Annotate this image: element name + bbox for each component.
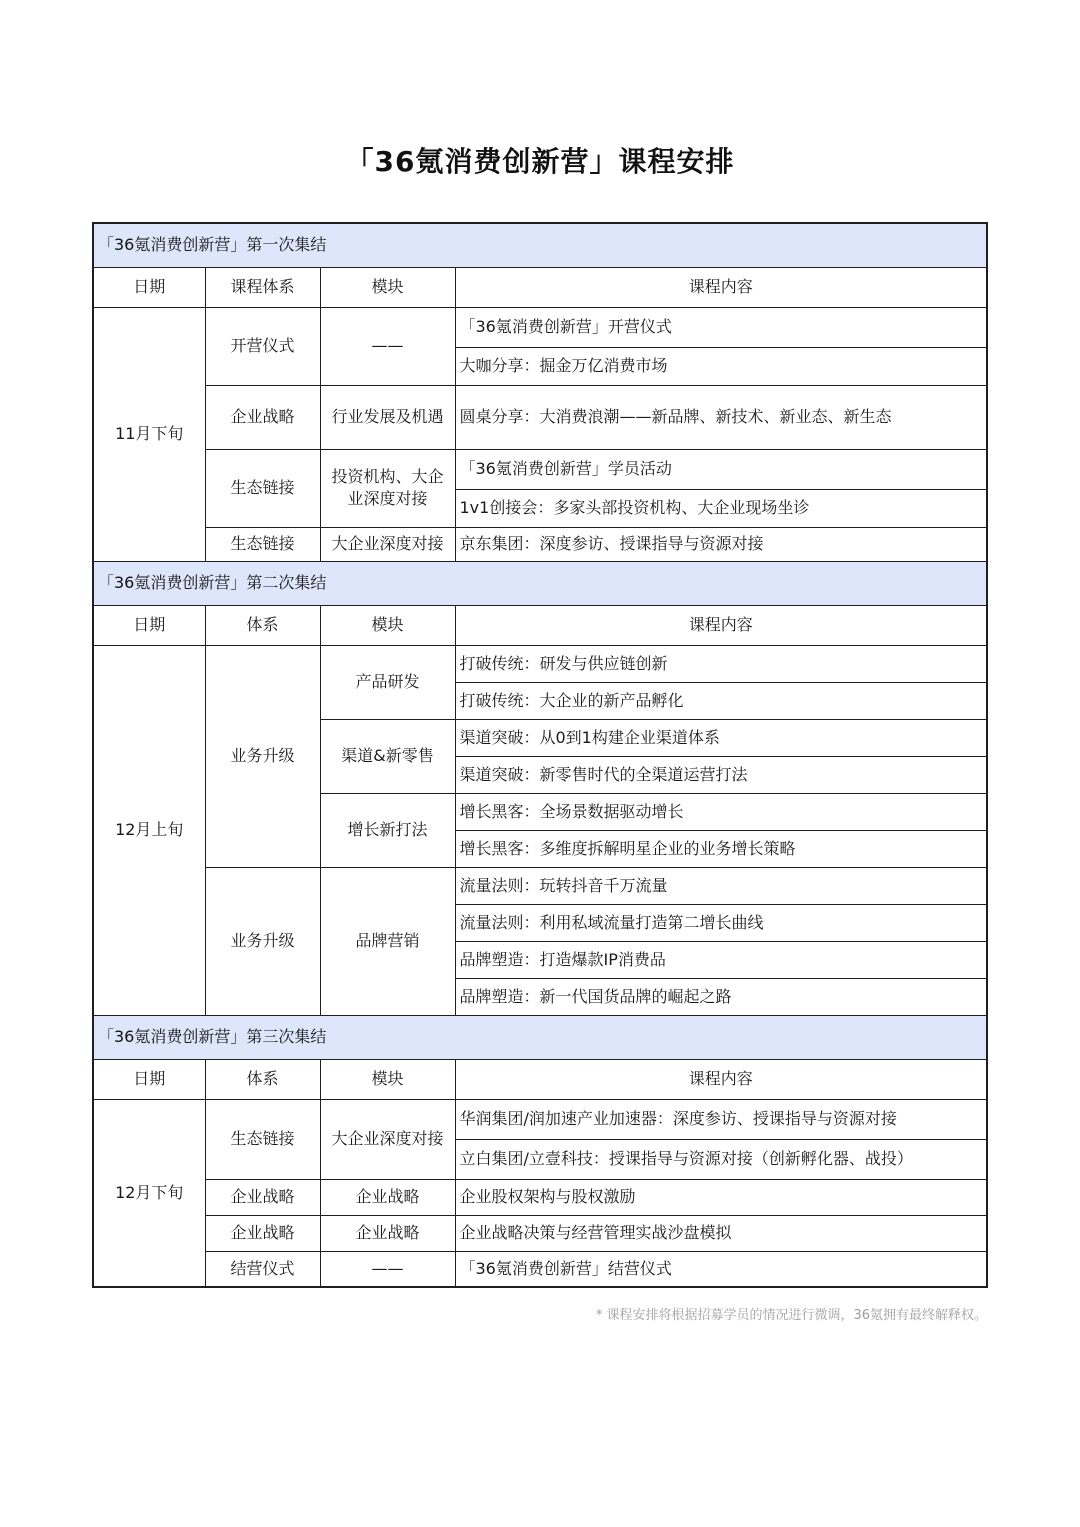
system-cell: 生态链接 [205,1099,320,1179]
column-header-content: 课程内容 [455,605,987,645]
section-band-row [93,1015,987,1059]
date-cell: 11月下旬 [93,307,205,561]
table-row [93,449,987,489]
module-cell: 品牌营销 [320,867,455,1015]
content-cell: 1v1创接会：多家头部投资机构、大企业现场坐诊 [455,489,987,527]
system-cell: 企业战略 [205,1179,320,1215]
content-cell: 「36氪消费创新营」开营仪式 [455,307,987,347]
content-cell: 华润集团/润加速产业加速器：深度参访、授课指导与资源对接 [455,1099,987,1139]
content-cell: 大咖分享：掘金万亿消费市场 [455,347,987,385]
column-header-module: 模块 [320,605,455,645]
column-header-date: 日期 [93,605,205,645]
module-cell: 企业战略 [320,1215,455,1251]
table-row [93,385,987,449]
content-cell: 立白集团/立壹科技：授课指导与资源对接（创新孵化器、战投） [455,1139,987,1179]
system-cell: 生态链接 [205,449,320,527]
column-header-date: 日期 [93,1059,205,1099]
system-cell: 业务升级 [205,645,320,867]
column-header-content: 课程内容 [455,267,987,307]
module-cell: 投资机构、大企业深度对接 [320,449,455,527]
content-cell: 京东集团：深度参访、授课指导与资源对接 [455,527,987,561]
table-row [93,1179,987,1215]
content-cell: 「36氪消费创新营」结营仪式 [455,1251,987,1287]
header-row [93,605,987,645]
content-cell: 打破传统：研发与供应链创新 [455,645,987,682]
section-band-label: 「36氪消费创新营」第一次集结 [93,223,987,267]
table-row [93,1251,987,1287]
disclaimer-footnote: * 课程安排将根据招募学员的情况进行微调，36氪拥有最终解释权。 [595,1308,987,1323]
column-header-system: 体系 [205,605,320,645]
module-cell: 渠道&新零售 [320,719,455,793]
module-cell: 大企业深度对接 [320,527,455,561]
date-cell: 12月上旬 [93,645,205,1015]
table-row [93,867,987,904]
content-cell: 渠道突破：从0到1构建企业渠道体系 [455,719,987,756]
system-cell: 企业战略 [205,1215,320,1251]
page-title: 「36氪消费创新营」课程安排 [345,145,735,178]
content-cell: 增长黑客：多维度拆解明星企业的业务增长策略 [455,830,987,867]
module-cell: 大企业深度对接 [320,1099,455,1179]
system-cell: 结营仪式 [205,1251,320,1287]
course-schedule-table [92,222,988,1288]
table-row [93,527,987,561]
content-cell: 流量法则：玩转抖音千万流量 [455,867,987,904]
module-cell: —— [320,1251,455,1287]
content-cell: 增长黑客：全场景数据驱动增长 [455,793,987,830]
section-band-label: 「36氪消费创新营」第三次集结 [93,1015,987,1059]
content-cell: 渠道突破：新零售时代的全渠道运营打法 [455,756,987,793]
column-header-system: 课程体系 [205,267,320,307]
system-cell: 开营仪式 [205,307,320,385]
content-cell: 品牌塑造：新一代国货品牌的崛起之路 [455,978,987,1015]
content-cell: 企业战略决策与经营管理实战沙盘模拟 [455,1215,987,1251]
content-cell: 打破传统：大企业的新产品孵化 [455,682,987,719]
content-cell: 品牌塑造：打造爆款IP消费品 [455,941,987,978]
table-row [93,1215,987,1251]
system-cell: 业务升级 [205,867,320,1015]
column-header-content: 课程内容 [455,1059,987,1099]
table-row [93,1099,987,1139]
header-row [93,1059,987,1099]
module-cell: —— [320,307,455,385]
module-cell: 行业发展及机遇 [320,385,455,449]
system-cell: 企业战略 [205,385,320,449]
content-cell: 企业股权架构与股权激励 [455,1179,987,1215]
content-cell: 圆桌分享：大消费浪潮——新品牌、新技术、新业态、新生态 [455,385,987,449]
header-row [93,267,987,307]
section-band-label: 「36氪消费创新营」第二次集结 [93,561,987,605]
column-header-system: 体系 [205,1059,320,1099]
column-header-module: 模块 [320,1059,455,1099]
date-cell: 12月下旬 [93,1099,205,1287]
module-cell: 企业战略 [320,1179,455,1215]
content-cell: 「36氪消费创新营」学员活动 [455,449,987,489]
table-row [93,307,987,347]
section-band-row [93,561,987,605]
module-cell: 增长新打法 [320,793,455,867]
system-cell: 生态链接 [205,527,320,561]
column-header-date: 日期 [93,267,205,307]
content-cell: 流量法则：利用私域流量打造第二增长曲线 [455,904,987,941]
section-band-row [93,223,987,267]
column-header-module: 模块 [320,267,455,307]
table-row [93,645,987,682]
module-cell: 产品研发 [320,645,455,719]
